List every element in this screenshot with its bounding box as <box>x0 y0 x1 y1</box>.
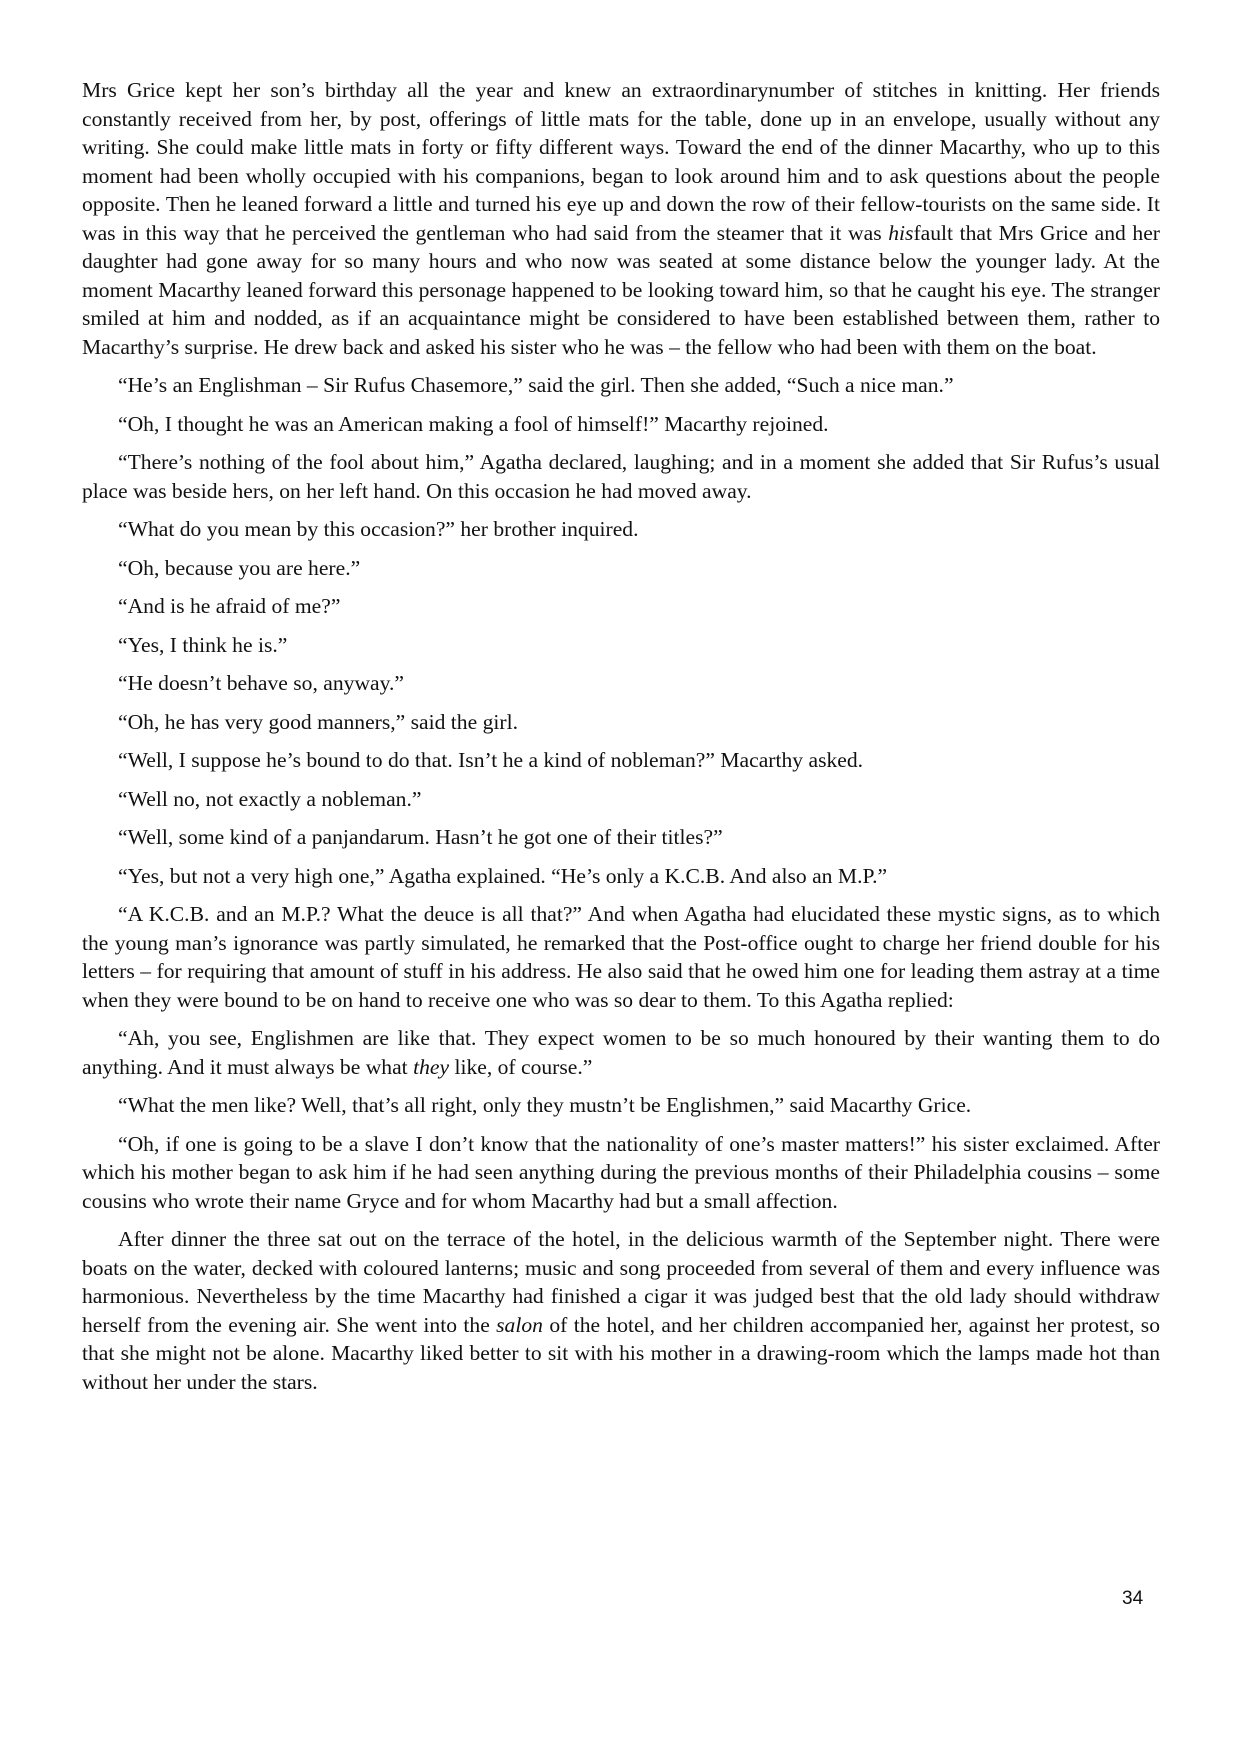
italic-emphasis: his <box>888 220 914 245</box>
paragraph-5: “What do you mean by this occasion?” her brother inquired. <box>118 517 639 541</box>
italic-emphasis: they <box>413 1054 450 1079</box>
page-body <box>82 76 1160 1406</box>
italic-emphasis: salon <box>496 1312 543 1337</box>
paragraph-1: Mrs Grice kept her son’s birthday all the year and knew an extraordinarynumber of stitches in knitting. Her friends constantly received from her, by post, offerings of little mats for the table, done up in an envelope, usually without any writing. She could make little mats in forty or fifty different ways. Toward the end of the dinner Macarthy, who up to this moment had been wholly occupied with his companions, began to look around him and to ask questions about the people opposite. Then he leaned forward a little and turned his eye up and down the row of their fellow-tourists on the same side. It was in this way that he perceived the gentleman who had said from the steamer that it was hisfault that Mrs Grice and her daughter had gone away for so many hours and who now was seated at some distance below the younger lady. At the moment Macarthy leaned forward this personage happened to be looking toward him, so that he caught his eye. The stranger smiled at him and nodded, as if an acquaintance might be considered to have been established between them, rather to Macarthy’s surprise. He drew back and asked his sister who he was – the fellow who had been with them on the boat. <box>82 78 1160 359</box>
paragraph-2: “He’s an Englishman – Sir Rufus Chasemore,” said the girl. Then she added, “Such a nice man.” <box>118 373 954 397</box>
paragraph-19: After dinner the three sat out on the terrace of the hotel, in the delicious warmth of the September night. There were boats on the water, decked with coloured lanterns; music and song proceeded from several of them and every influence was harmonious. Nevertheless by the time Macarthy had finished a cigar it was judged best that the old lady should withdraw herself from the evening air. She went into the salon of the hotel, and her children accompanied her, against her protest, so that she might not be alone. Macarthy liked better to sit with his mother in a drawing-room which the lamps made hot than without her under the stars. <box>82 1227 1161 1394</box>
paragraph-4: “There’s nothing of the fool about him,” Agatha declared, laughing; and in a moment she added that Sir Rufus’s usual place was beside hers, on her left hand. On this occasion he had moved away. <box>82 450 1160 503</box>
paragraph-10: “Oh, he has very good manners,” said the girl. <box>118 709 518 734</box>
paragraph-13: “Well, some kind of a panjandarum. Hasn’t he got one of their titles?” <box>118 825 723 849</box>
paragraph-12: “Well no, not exactly a nobleman.” <box>118 786 422 811</box>
paragraph-6: “Oh, because you are here.” <box>118 555 361 580</box>
paragraph-18: “Oh, if one is going to be a slave I don’t know that the nationality of one’s master matters!” his sister exclaimed. After which his mother began to ask him if he had seen anything during the previous months of their Philadelphia cousins – some cousins who wrote their name Gryce and for whom Macarthy had but a small affection. <box>82 1131 1160 1213</box>
paragraph-17: “What the men like? Well, that’s all right, only they mustn’t be Englishmen,” said Macarthy Grice. <box>118 1093 972 1117</box>
paragraph-14: “Yes, but not a very high one,” Agatha explained. “He’s only a K.C.B. And also an M.P.” <box>118 863 888 888</box>
paragraph-11: “Well, I suppose he’s bound to do that. Isn’t he a kind of nobleman?” Macarthy asked. <box>118 748 864 772</box>
paragraph-7: “And is he afraid of me?” <box>118 594 341 618</box>
paragraph-16: “Ah, you see, Englishmen are like that. They expect women to be so much honoured by their wanting them to do anything. And it must always be what they like, of course.” <box>82 1026 1160 1079</box>
paragraph-15: “A K.C.B. and an M.P.? What the deuce is all that?” And when Agatha had elucidated these mystic signs, as to which the young man’s ignorance was partly simulated, he remarked that the Post-office ought to charge her friend double for his letters – for requiring that amount of stuff in his address. He also said that he owed him one for leading them astray at a time when they were bound to be on hand to receive one who was so dear to them. To this Agatha replied: <box>82 902 1160 1012</box>
paragraph-9: “He doesn’t behave so, anyway.” <box>118 671 405 695</box>
page-number: 34 <box>1122 1588 1144 1609</box>
paragraph-8: “Yes, I think he is.” <box>118 632 288 657</box>
paragraph-3: “Oh, I thought he was an American making a fool of himself!” Macarthy rejoined. <box>118 411 829 436</box>
